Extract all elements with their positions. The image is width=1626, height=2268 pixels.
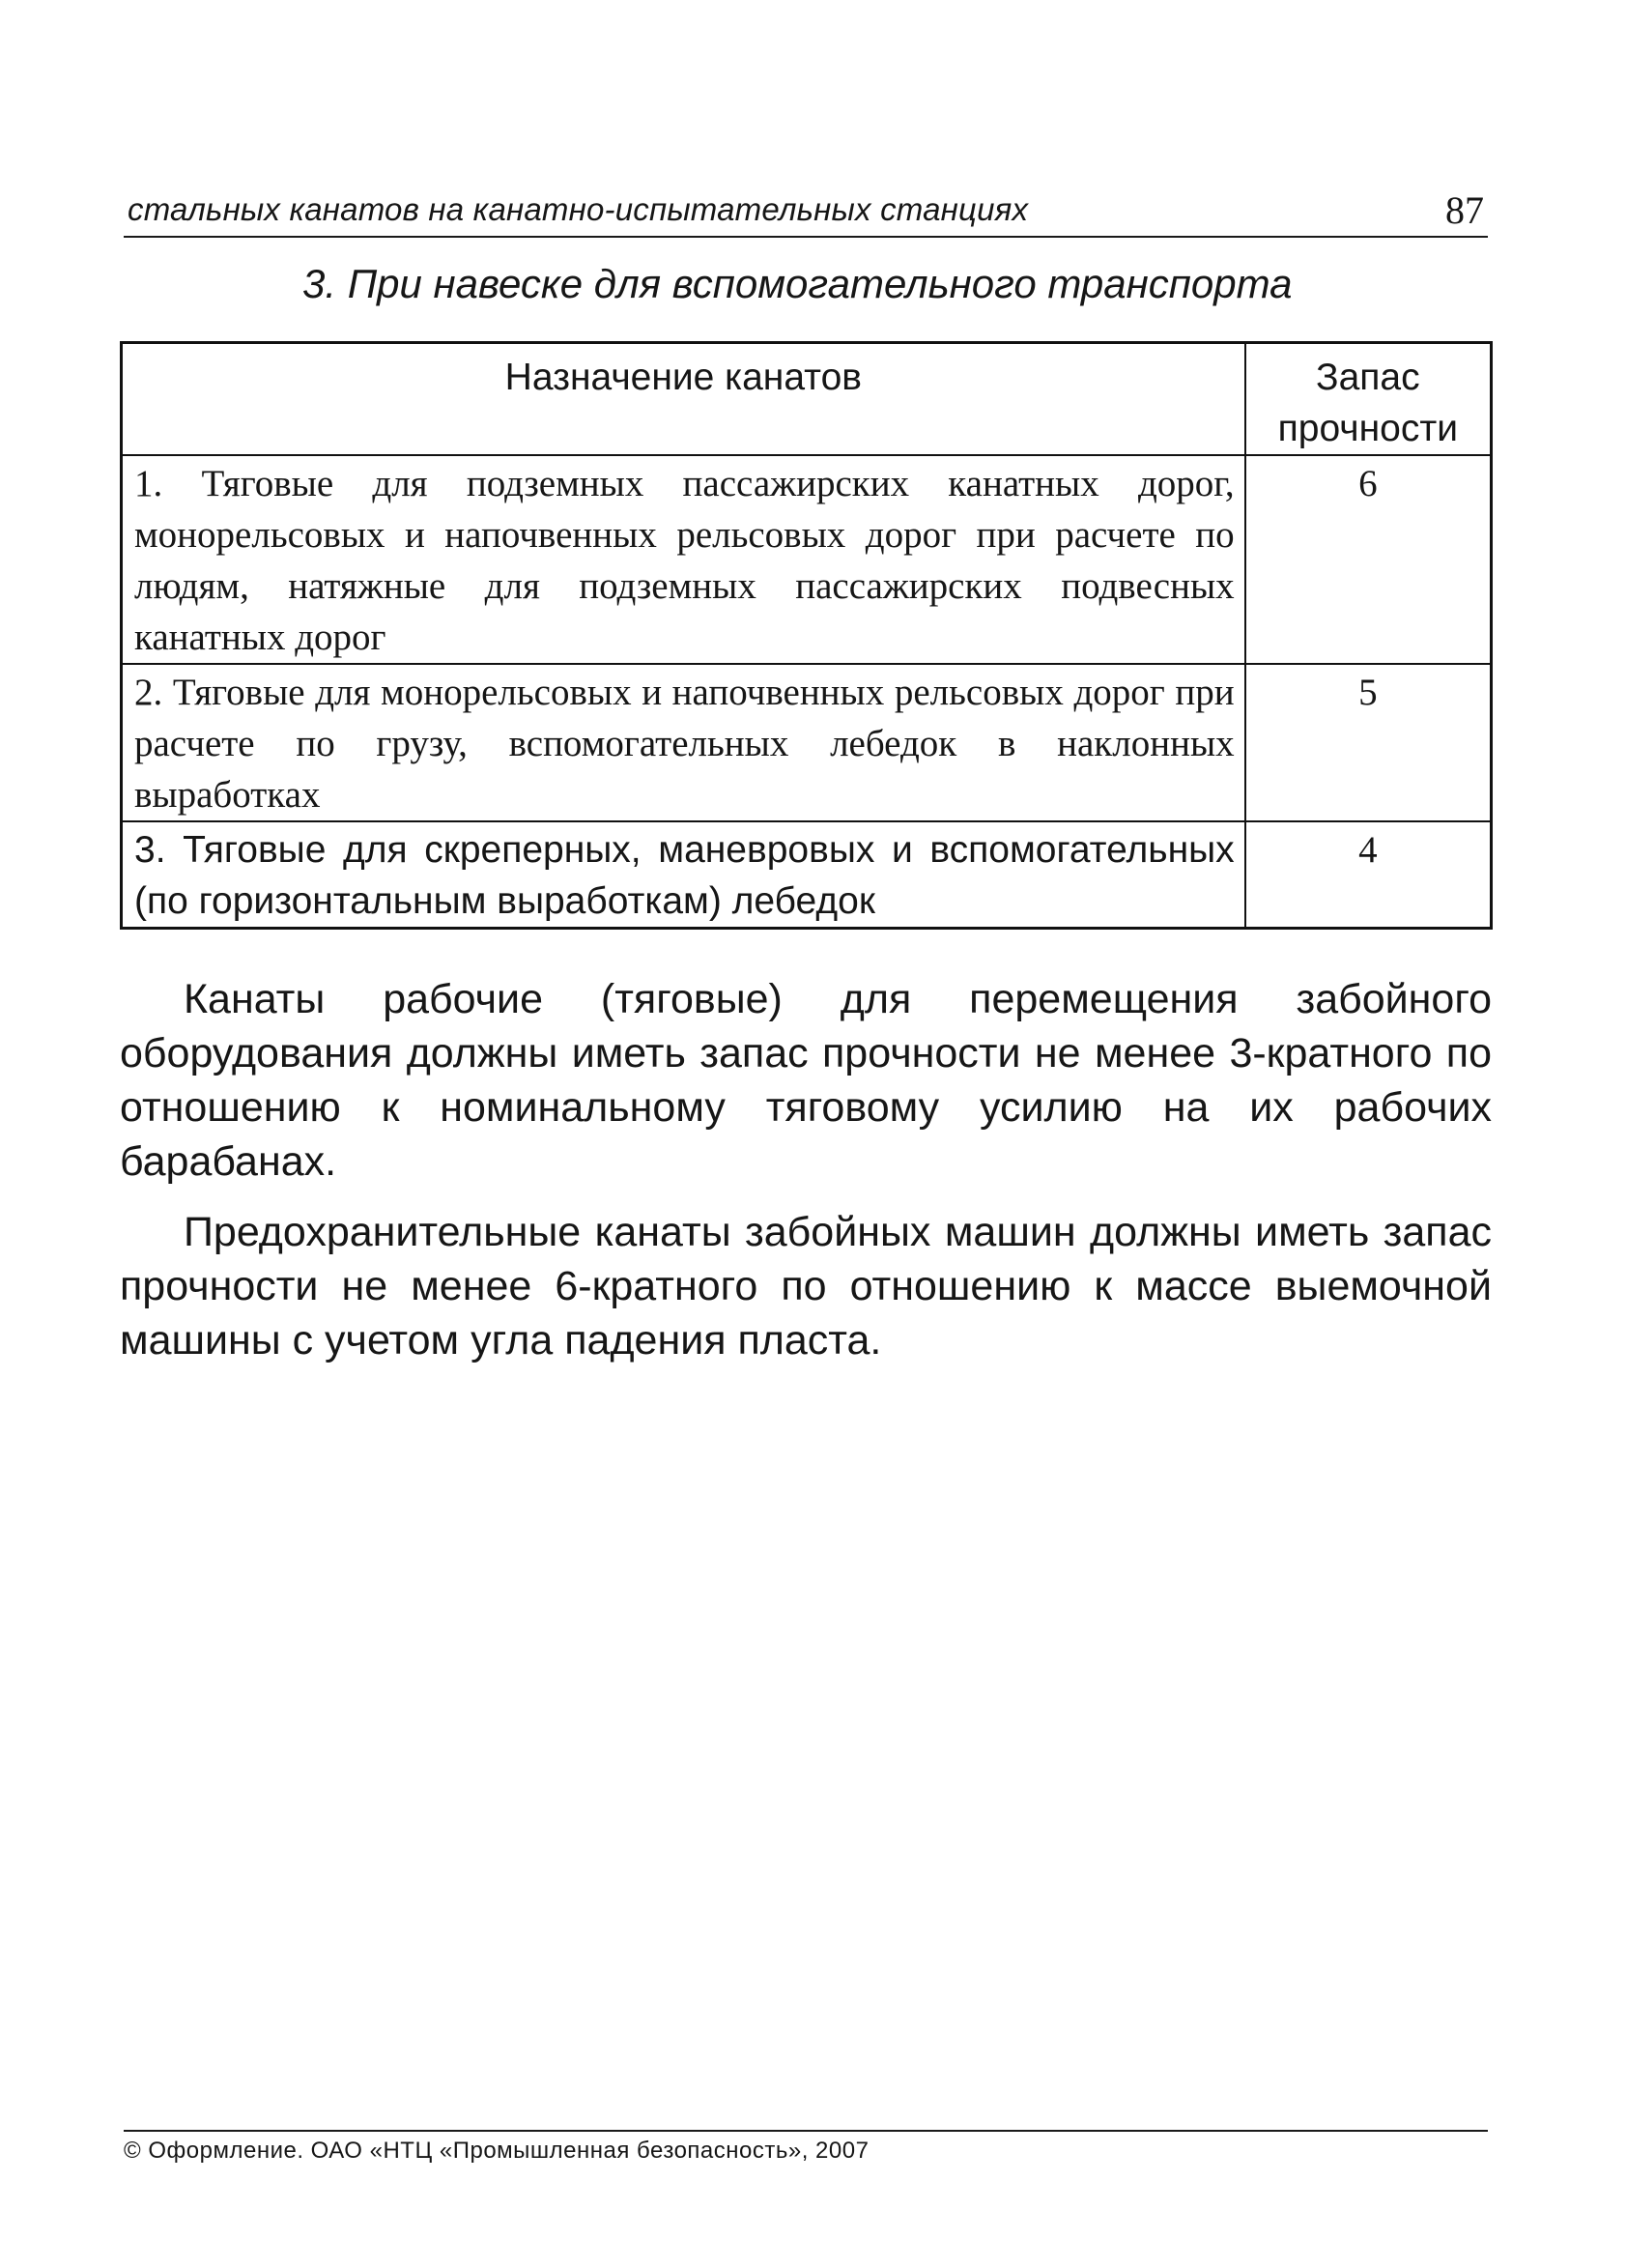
table-row <box>122 821 1492 929</box>
row-safety-factor: 6 <box>1245 455 1492 664</box>
column-header-purpose: Назначение канатов <box>122 343 1245 456</box>
running-title: стальных канатов на канатно-испытательных станциях <box>128 191 1029 227</box>
table-row <box>122 664 1492 821</box>
section-title-text: 3. При навеске для вспомогательного транспорта <box>302 261 1293 306</box>
rope-safety-table <box>120 341 1493 930</box>
column-header-safety-factor: Запас прочности <box>1245 343 1492 456</box>
table-header-row <box>122 343 1492 456</box>
paragraph: Предохранительные канаты забойных машин должны иметь запас прочности не менее 6-кратного по отношению к массе выемочной машины с учетом угла падения пласта. <box>120 1209 1492 1364</box>
page-number: 87 <box>1445 188 1484 232</box>
row-safety-factor: 5 <box>1245 664 1492 821</box>
body-text <box>120 972 1492 1384</box>
row-safety-factor: 4 <box>1245 821 1492 929</box>
row-description: 2. Тяговые для монорельсовых и напочвенных рельсовых дорог при расчете по грузу, вспомогательных лебедок в наклонных выработках <box>122 664 1245 821</box>
copyright-footer: © Оформление. ОАО «НТЦ «Промышленная безопасность», 2007 <box>124 2138 870 2164</box>
running-header <box>124 186 1488 238</box>
table-row <box>122 455 1492 664</box>
footer-divider <box>124 2130 1488 2132</box>
paragraph: Канаты рабочие (тяговые) для перемещения забойного оборудования должны иметь запас прочности не менее 3-кратного по отношению к номинальному тяговому усилию на их рабочих барабанах. <box>120 976 1492 1185</box>
row-description: 3. Тяговые для скреперных, маневровых и вспомогательных (по горизонтальным выработкам) лебедок <box>122 821 1245 929</box>
row-description: 1. Тяговые для подземных пассажирских канатных дорог, монорельсовых и напочвенных рельсовых дорог при расчете по людям, натяжные для подземных пассажирских подвесных канатных дорог <box>122 455 1245 664</box>
